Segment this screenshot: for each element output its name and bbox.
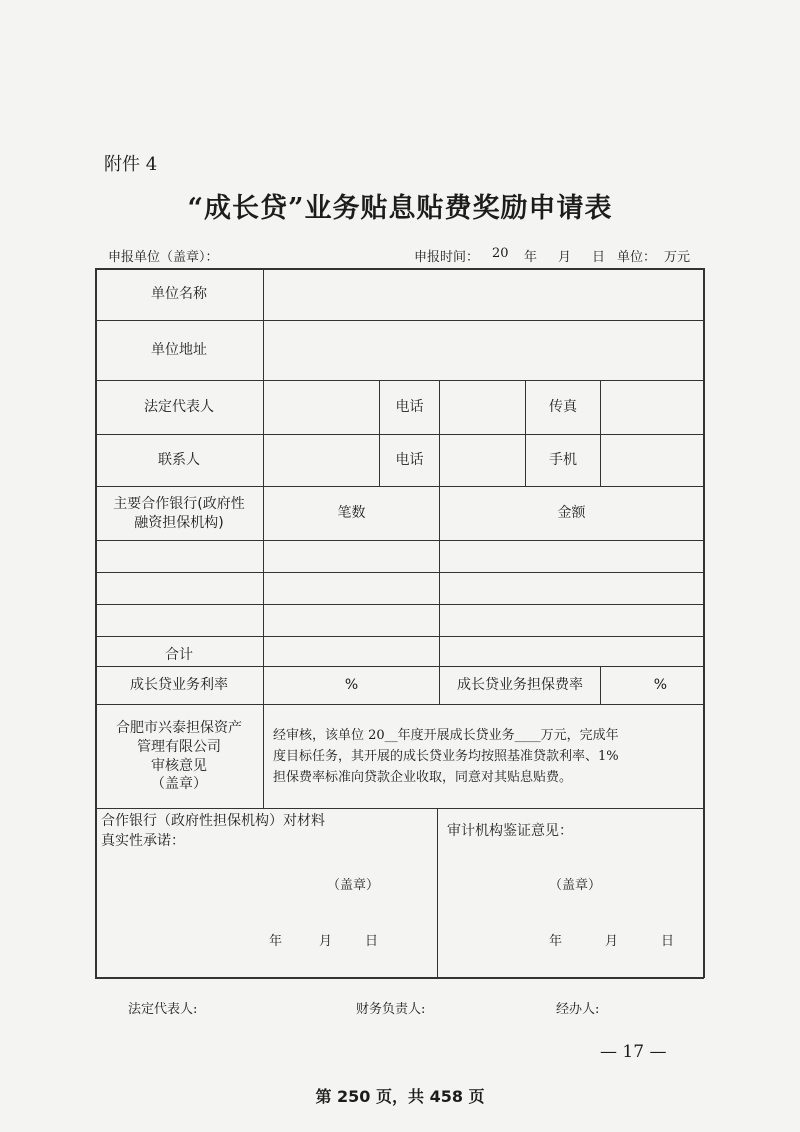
interest-rate-label: 成长贷业务利率 [130,677,228,694]
guarantee-rate-label: 成长贷业务担保费率 [457,677,583,694]
contact-field[interactable] [264,435,379,486]
footer-finance: 财务负责人: [356,1002,426,1017]
unit-address-label: 单位地址 [151,342,207,359]
audit-day: 日 [661,934,675,949]
application-form-table [95,268,704,978]
audit-seal: （盖章） [549,878,602,893]
page-title: “成长贷”业务贴息贴费奖励申请表 [187,193,613,224]
legal-rep-label: 法定代表人 [144,399,214,416]
bank-row[interactable] [95,605,703,636]
footer-legal-rep: 法定代表人: [128,1002,198,1017]
bank-month: 月 [319,934,333,949]
date-year-label: 年 [524,250,538,265]
fax-field[interactable] [601,381,703,434]
review-label-line1: 合肥市兴泰担保资产 [116,719,242,736]
mobile-field[interactable] [601,435,703,486]
guarantee-rate-unit: % [653,677,667,694]
bank-header-line2: 融资担保机构) [134,514,224,531]
bank-day: 日 [365,934,379,949]
review-text-line3: 担保费率标准向贷款企业收取，同意对其贴息贴费。 [273,769,573,785]
bank-seal: （盖章） [327,878,380,893]
attachment-label: 附件 4 [104,154,158,175]
unit-label: 单位： [617,250,657,265]
audit-label: 审计机构鉴证意见： [447,823,573,839]
total-label: 合计 [165,647,193,664]
unit-name-label: 单位名称 [151,285,207,302]
legal-rep-field[interactable] [264,381,379,434]
bank-year: 年 [269,934,283,949]
bank-header-line1: 主要合作银行(政府性 [113,495,245,512]
legal-rep-phone-label: 电话 [395,399,424,416]
page-number: — 17 — [600,1042,667,1062]
review-text-line1: 经审核，该单位 20__年度开展成长贷业务____万元，完成年 [273,728,619,743]
review-label-line2: 管理有限公司 [137,738,221,755]
date-year-prefix: 20 [492,246,509,261]
bank-commitment-label [101,811,431,852]
unit-name-field[interactable] [264,268,703,320]
date-month-label: 月 [558,250,572,265]
mobile-label: 手机 [549,452,577,469]
fax-label: 传真 [549,399,577,416]
unit-address-field[interactable] [264,321,703,380]
page-info: 第 250 页，共 458 页 [315,1087,485,1106]
review-label-line4: （盖章） [151,776,207,793]
review-label-line3: 审核意见 [151,757,207,774]
applicant-label: 申报单位（盖章）： [108,250,219,265]
contact-label: 联系人 [158,452,200,469]
bank-header [95,487,263,540]
date-label: 申报时间： [414,250,480,265]
legal-rep-phone-field[interactable] [440,381,525,434]
bank-row[interactable] [95,573,703,604]
amount-header: 金额 [557,505,586,522]
footer-handler: 经办人: [556,1002,600,1017]
review-text-line2: 度目标任务，其开展的成长贷业务均按照基准贷款利率、1% [273,748,619,764]
bank-commit-line2: 真实性承诺： [101,833,185,850]
audit-year: 年 [549,934,563,949]
count-header: 笔数 [337,505,366,522]
interest-rate-unit: % [344,677,359,694]
bank-commit-line1: 合作银行（政府性担保机构）对材料 [101,813,325,829]
date-day-label: 日 [592,250,606,265]
review-label [95,705,263,808]
unit-value: 万元 [664,250,691,265]
contact-phone-label: 电话 [395,452,424,469]
bank-row[interactable] [95,541,703,572]
contact-phone-field[interactable] [440,435,525,486]
review-text [273,726,701,788]
audit-month: 月 [605,934,619,949]
